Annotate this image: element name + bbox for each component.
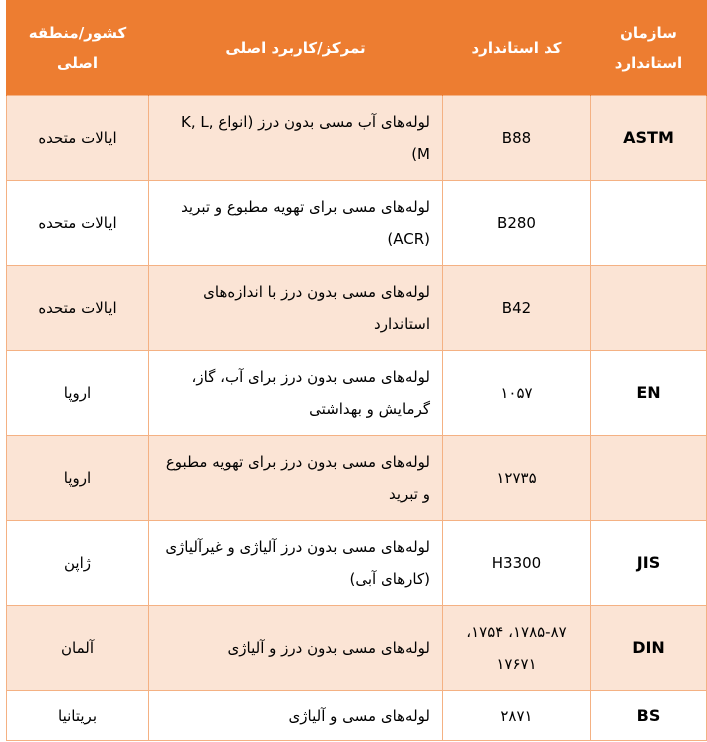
focus-cell: لوله‌های مسی برای تهویه مطبوع و تبرید (ACR) bbox=[149, 181, 443, 266]
header-org: سازمان استاندارد bbox=[591, 0, 707, 96]
org-cell: DIN bbox=[591, 606, 707, 691]
org-cell: EN bbox=[591, 351, 707, 436]
country-cell: بریتانیا bbox=[7, 691, 149, 741]
focus-cell: لوله‌های مسی بدون درز با اندازه‌های استاندارد bbox=[149, 266, 443, 351]
code-cell: B42 bbox=[443, 266, 591, 351]
country-cell: ایالات متحده bbox=[7, 266, 149, 351]
org-cell: JIS bbox=[591, 521, 707, 606]
header-code: کد استاندارد bbox=[443, 0, 591, 96]
org-cell: BS bbox=[591, 691, 707, 741]
focus-cell: لوله‌های مسی بدون درز برای تهویه مطبوع و تبرید bbox=[149, 436, 443, 521]
header-country: کشور/منطقه اصلی bbox=[7, 0, 149, 96]
header-focus: تمرکز/کاربرد اصلی bbox=[149, 0, 443, 96]
focus-cell: لوله‌های مسی بدون درز آلیاژی و غیرآلیاژی (کارهای آبی) bbox=[149, 521, 443, 606]
focus-cell: لوله‌های مسی بدون درز و آلیاژی bbox=[149, 606, 443, 691]
table-row bbox=[7, 351, 707, 436]
country-cell: آلمان bbox=[7, 606, 149, 691]
focus-cell: لوله‌های آب مسی بدون درز (انواع K, L, M) bbox=[149, 96, 443, 181]
table-row bbox=[7, 691, 707, 741]
code-cell: ۱۷۸۵-۸۷، ۱۷۵۴، ۱۷۶۷۱ bbox=[443, 606, 591, 691]
code-cell: ۱۲۷۳۵ bbox=[443, 436, 591, 521]
org-cell bbox=[591, 266, 707, 351]
focus-cell: لوله‌های مسی و آلیاژی bbox=[149, 691, 443, 741]
country-cell: ایالات متحده bbox=[7, 181, 149, 266]
country-cell: ژاپن bbox=[7, 521, 149, 606]
country-cell: اروپا bbox=[7, 351, 149, 436]
org-cell bbox=[591, 436, 707, 521]
code-cell: ۲۸۷۱ bbox=[443, 691, 591, 741]
org-cell: ASTM bbox=[591, 96, 707, 181]
focus-cell: لوله‌های مسی بدون درز برای آب، گاز، گرمایش و بهداشتی bbox=[149, 351, 443, 436]
country-cell: ایالات متحده bbox=[7, 96, 149, 181]
table-row bbox=[7, 521, 707, 606]
code-cell: B280 bbox=[443, 181, 591, 266]
table-row bbox=[7, 436, 707, 521]
table-row bbox=[7, 606, 707, 691]
table-row bbox=[7, 266, 707, 351]
table-row bbox=[7, 181, 707, 266]
org-cell bbox=[591, 181, 707, 266]
code-cell: ۱۰۵۷ bbox=[443, 351, 591, 436]
table-header-row bbox=[7, 0, 707, 96]
country-cell: اروپا bbox=[7, 436, 149, 521]
code-cell: H3300 bbox=[443, 521, 591, 606]
table-row bbox=[7, 96, 707, 181]
code-cell: B88 bbox=[443, 96, 591, 181]
standards-table bbox=[6, 0, 707, 741]
